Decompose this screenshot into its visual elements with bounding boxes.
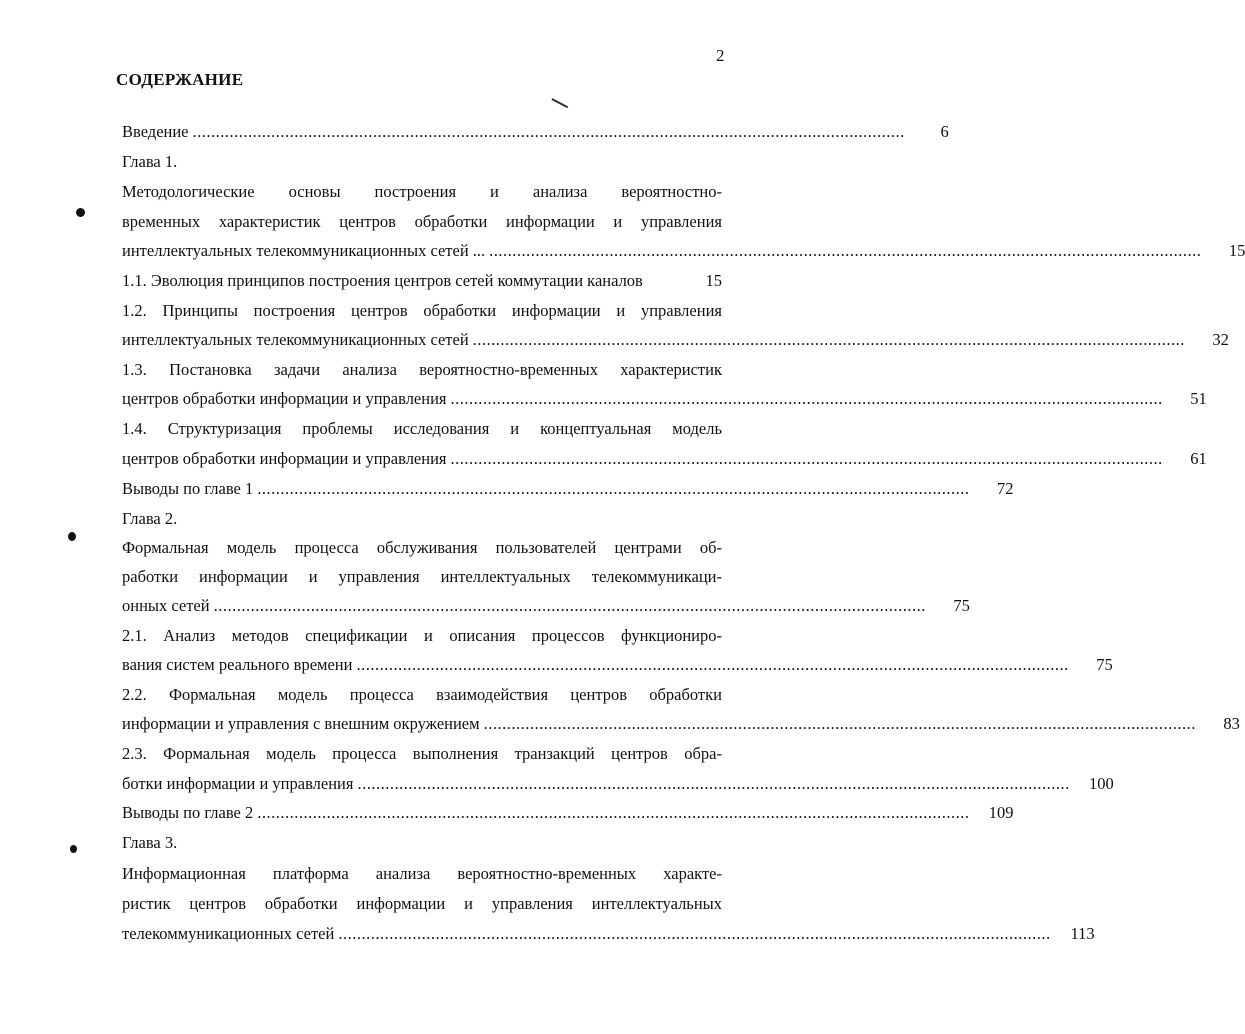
toc-entry-page: 15 bbox=[1228, 241, 1245, 260]
toc-entry-page: 109 bbox=[988, 803, 1014, 822]
toc-entry-text: телекоммуникационных сетей bbox=[122, 924, 335, 943]
toc-entry-page: 51 bbox=[1190, 389, 1207, 408]
toc-entry-intro[interactable]: Введение .......................................................................................................................................................... 6 bbox=[122, 122, 949, 141]
toc-entry-page: 72 bbox=[997, 479, 1014, 498]
toc-entry-text[interactable]: 1.4. Структуризация проблемы исследования и концептуальная модель bbox=[122, 419, 722, 438]
toc-entry-page: 75 bbox=[953, 596, 970, 615]
toc-entry-text: Выводы по главе 1 bbox=[122, 479, 254, 498]
toc-entry-chapter-1[interactable]: интеллектуальных телекоммуникационных сетей ... .......................................................................................................................................................... 15 bbox=[122, 241, 1245, 260]
toc-entry-text[interactable]: 2.1. Анализ методов спецификации и описания процессов функциониро- bbox=[122, 626, 722, 645]
toc-entry-text: онных сетей bbox=[122, 596, 210, 615]
chapter-label: Глава 1. bbox=[122, 152, 178, 171]
toc-entry-text: интеллектуальных телекоммуникационных сетей ... bbox=[122, 241, 486, 260]
toc-entry-text: 1.1. Эволюция принципов построения центров сетей коммутации каналов bbox=[122, 271, 643, 290]
toc-entry-2-3[interactable]: ботки информации и управления .......................................................................................................................................................... 100 bbox=[122, 774, 1114, 793]
toc-entry-text[interactable]: 2.3. Формальная модель процесса выполнения транзакций центров обра- bbox=[122, 744, 722, 763]
toc-entry-text: интеллектуальных телекоммуникационных сетей bbox=[122, 330, 469, 349]
toc-entry-text[interactable]: 1.3. Постановка задачи анализа вероятностно-временных характеристик bbox=[122, 360, 722, 379]
toc-entry-text[interactable]: 2.2. Формальная модель процесса взаимодействия центров обработки bbox=[122, 685, 722, 704]
toc-entry-2-2[interactable]: информации и управления с внешним окружением .......................................................................................................................................................... 83 bbox=[122, 714, 1240, 733]
chapter-title-line[interactable]: Методологические основы построения и анализа вероятностно- bbox=[122, 182, 722, 201]
toc-entry-text[interactable]: 1.2. Принципы построения центров обработки информации и управления bbox=[122, 301, 722, 320]
chapter-title-line[interactable]: работки информации и управления интеллектуальных телекоммуникаци- bbox=[122, 567, 722, 586]
toc-entry-conclusions-2[interactable]: Выводы по главе 2 .......................................................................................................................................................... 109 bbox=[122, 803, 1014, 822]
toc-entry-1-4[interactable]: центров обработки информации и управления .......................................................................................................................................................... 61 bbox=[122, 449, 1207, 468]
chapter-title-line[interactable]: временных характеристик центров обработки информации и управления bbox=[122, 212, 722, 231]
toc-entry-page: 75 bbox=[1096, 655, 1113, 674]
toc-entry-text: центров обработки информации и управления bbox=[122, 389, 447, 408]
toc-entry-1-3[interactable]: центров обработки информации и управления .......................................................................................................................................................... 51 bbox=[122, 389, 1207, 408]
toc-entry-conclusions-1[interactable]: Выводы по главе 1 .......................................................................................................................................................... 72 bbox=[122, 479, 1014, 498]
toc-entry-text: вания систем реального времени bbox=[122, 655, 353, 674]
toc-heading: СОДЕРЖАНИЕ bbox=[116, 70, 244, 89]
page-number: 2 bbox=[716, 46, 725, 65]
toc-entry-1-2[interactable]: интеллектуальных телекоммуникационных сетей .......................................................................................................................................................... 32 bbox=[122, 330, 1229, 349]
toc-entry-text: Выводы по главе 2 bbox=[122, 803, 254, 822]
toc-entry-chapter-3[interactable]: телекоммуникационных сетей .......................................................................................................................................................... 113 bbox=[122, 924, 1095, 943]
chapter-title-line[interactable]: Информационная платформа анализа вероятностно-временных характе- bbox=[122, 864, 722, 883]
toc-entry-page: 61 bbox=[1190, 449, 1207, 468]
toc-entry-page: 100 bbox=[1088, 774, 1114, 793]
toc-entry-chapter-2[interactable]: онных сетей .......................................................................................................................................................... 75 bbox=[122, 596, 970, 615]
toc-entry-page: 32 bbox=[1212, 330, 1229, 349]
toc-entry-page: 15 bbox=[705, 271, 722, 290]
toc-entry-2-1[interactable]: вания систем реального времени .......................................................................................................................................................... 75 bbox=[122, 655, 1113, 674]
chapter-title-line[interactable]: ристик центров обработки информации и управления интеллектуальных bbox=[122, 894, 722, 913]
toc-entry-text: центров обработки информации и управления bbox=[122, 449, 447, 468]
toc-entry-text: ботки информации и управления bbox=[122, 774, 354, 793]
chapter-label: Глава 3. bbox=[122, 833, 178, 852]
toc-entry-page: 83 bbox=[1223, 714, 1240, 733]
toc-entry-page: 6 bbox=[940, 122, 949, 141]
toc-entry-text: Введение bbox=[122, 122, 189, 141]
toc-entry-text: информации и управления с внешним окружением bbox=[122, 714, 480, 733]
toc-entry-page: 113 bbox=[1070, 924, 1095, 943]
chapter-label: Глава 2. bbox=[122, 509, 178, 528]
toc-entry-1-1[interactable] bbox=[122, 271, 722, 291]
chapter-title-line[interactable]: Формальная модель процесса обслуживания пользователей центрами об- bbox=[122, 538, 722, 557]
